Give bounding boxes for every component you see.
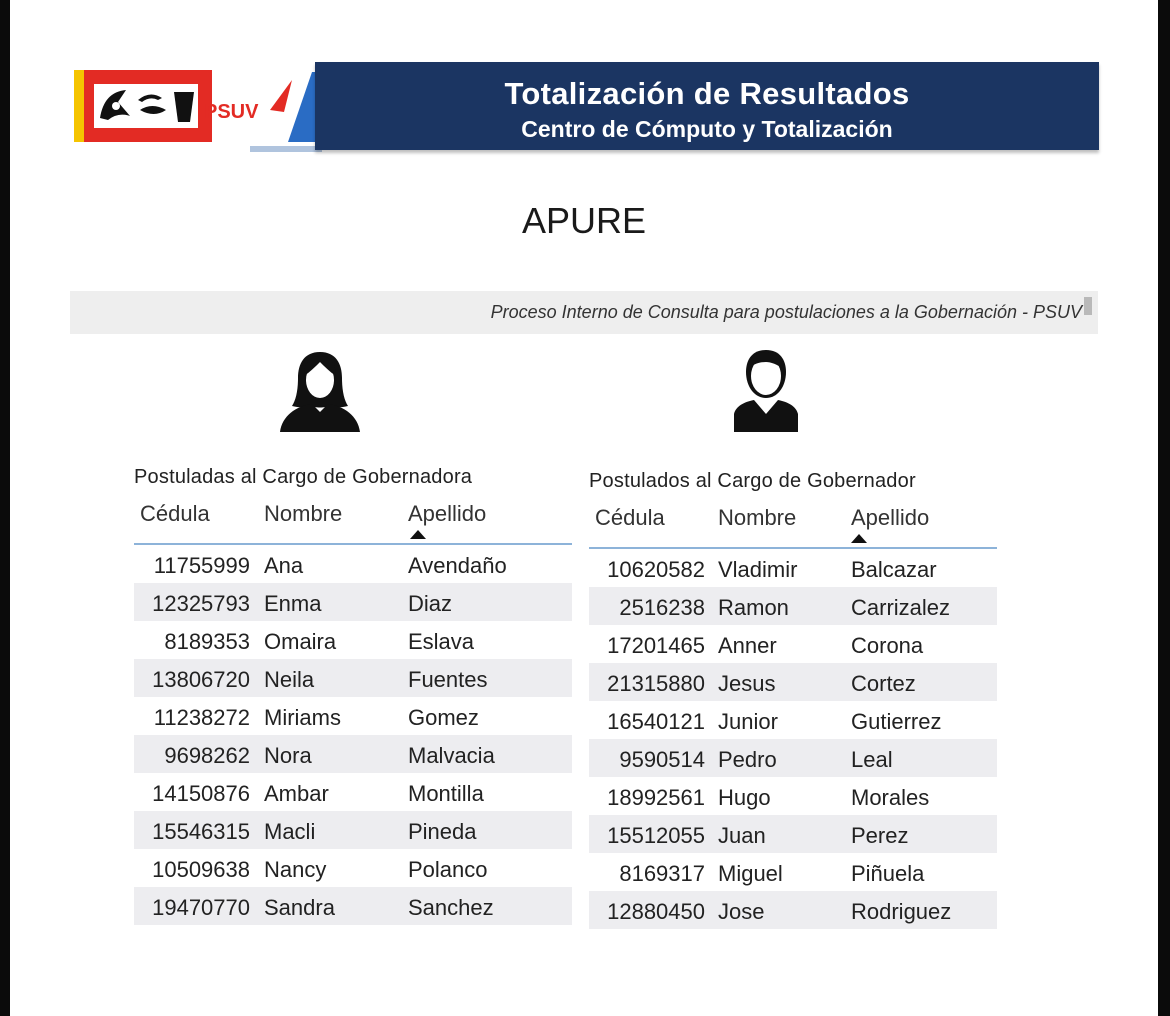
nombre-cell: Vladimir	[718, 557, 798, 582]
psuv-logo-text: PSUV	[204, 101, 259, 123]
column-header-nombre[interactable]: Nombre	[264, 501, 343, 526]
female-candidates-table	[134, 466, 572, 925]
cedula-cell: 9590514	[619, 747, 705, 772]
table-row[interactable]	[589, 663, 997, 701]
nombre-cell: Sandra	[264, 895, 335, 920]
nombre-cell: Ana	[264, 553, 304, 578]
table-row[interactable]	[134, 697, 572, 735]
cedula-cell: 8189353	[164, 629, 250, 654]
nombre-cell: Ambar	[264, 781, 329, 806]
process-bar	[70, 291, 1098, 334]
nombre-cell: Nora	[264, 743, 312, 768]
table-row[interactable]	[134, 811, 572, 849]
table-row[interactable]	[134, 773, 572, 811]
nombre-cell: Jose	[718, 899, 765, 924]
cedula-cell: 8169317	[619, 861, 705, 886]
table-row[interactable]	[589, 701, 997, 739]
cedula-cell: 15546315	[152, 819, 250, 844]
male-table-title: Postulados al Cargo de Gobernador	[589, 470, 916, 492]
table-row[interactable]	[589, 549, 997, 587]
apellido-cell: Pineda	[408, 819, 477, 844]
table-row[interactable]	[134, 887, 572, 925]
apellido-cell: Polanco	[408, 857, 488, 882]
column-header-apellido[interactable]: Apellido	[408, 501, 487, 526]
banner-title: Totalización de Resultados	[504, 76, 910, 111]
female-person-icon	[278, 350, 362, 432]
apellido-cell: Avendaño	[408, 553, 507, 578]
table-row[interactable]	[134, 621, 572, 659]
apellido-cell: Fuentes	[408, 667, 488, 692]
process-scroll-handle[interactable]	[1084, 297, 1092, 315]
state-title: APURE	[521, 200, 647, 241]
male-person-icon	[734, 348, 798, 432]
nombre-cell: Junior	[718, 709, 778, 734]
cedula-cell: 19470770	[152, 895, 250, 920]
cedula-cell: 16540121	[607, 709, 705, 734]
cedula-cell: 14150876	[152, 781, 250, 806]
column-header-nombre[interactable]: Nombre	[718, 505, 797, 530]
apellido-cell: Piñuela	[851, 861, 925, 886]
header-banner	[315, 62, 1099, 150]
cedula-cell: 11238272	[153, 705, 250, 730]
table-row[interactable]	[589, 853, 997, 891]
nombre-cell: Pedro	[718, 747, 777, 772]
female-table-title: Postuladas al Cargo de Gobernadora	[134, 466, 473, 488]
cedula-cell: 13806720	[152, 667, 250, 692]
process-label: Proceso Interno de Consulta para postulaciones a la Gobernación - PSUV	[490, 302, 1082, 322]
nombre-cell: Enma	[264, 591, 322, 616]
nombre-cell: Jesus	[718, 671, 776, 696]
apellido-cell: Cortez	[851, 671, 916, 696]
table-row[interactable]	[134, 849, 572, 887]
cedula-cell: 10509638	[152, 857, 250, 882]
table-row[interactable]	[134, 735, 572, 773]
cedula-cell: 12325793	[152, 591, 250, 616]
column-header-apellido[interactable]: Apellido	[851, 505, 930, 530]
table-row[interactable]	[589, 777, 997, 815]
male-table-body	[589, 549, 997, 929]
cedula-cell: 15512055	[607, 823, 705, 848]
apellido-cell: Malvacia	[408, 743, 495, 768]
apellido-cell: Carrizalez	[851, 595, 951, 620]
nombre-cell: Neila	[264, 667, 315, 692]
nombre-cell: Juan	[718, 823, 766, 848]
apellido-cell: Montilla	[408, 781, 484, 806]
table-row[interactable]	[134, 545, 572, 583]
female-table-header	[134, 501, 572, 545]
nombre-cell: Hugo	[718, 785, 771, 810]
cedula-cell: 11755999	[153, 553, 250, 578]
table-row[interactable]	[134, 659, 572, 697]
table-row[interactable]	[589, 815, 997, 853]
apellido-cell: Morales	[851, 785, 930, 810]
male-candidates-table	[589, 470, 997, 929]
nombre-cell: Macli	[264, 819, 316, 844]
apellido-cell: Eslava	[408, 629, 475, 654]
cedula-cell: 17201465	[607, 633, 705, 658]
nombre-cell: Anner	[718, 633, 777, 658]
female-table-body	[134, 545, 572, 925]
cedula-cell: 2516238	[619, 595, 705, 620]
nombre-cell: Ramon	[718, 595, 789, 620]
cedula-cell: 21315880	[607, 671, 705, 696]
table-row[interactable]	[589, 891, 997, 929]
apellido-cell: Balcazar	[851, 557, 937, 582]
column-header-cedula[interactable]: Cédula	[140, 501, 210, 526]
cedula-cell: 18992561	[607, 785, 705, 810]
table-row[interactable]	[134, 583, 572, 621]
nombre-cell: Miriams	[264, 705, 341, 730]
table-row[interactable]	[589, 587, 997, 625]
apellido-cell: Leal	[851, 747, 893, 772]
apellido-cell: Sanchez	[408, 895, 494, 920]
apellido-cell: Gomez	[408, 705, 479, 730]
table-row[interactable]	[589, 739, 997, 777]
sort-ascending-icon	[410, 530, 426, 539]
cedula-cell: 9698262	[164, 743, 250, 768]
nombre-cell: Miguel	[718, 861, 783, 886]
apellido-cell: Diaz	[408, 591, 453, 616]
male-table-header	[589, 505, 997, 549]
apellido-cell: Gutierrez	[851, 709, 942, 734]
cedula-cell: 10620582	[607, 557, 705, 582]
table-row[interactable]	[589, 625, 997, 663]
sort-ascending-icon	[851, 534, 867, 543]
nombre-cell: Nancy	[264, 857, 327, 882]
apellido-cell: Perez	[851, 823, 909, 848]
cedula-cell: 12880450	[607, 899, 705, 924]
nombre-cell: Omaira	[264, 629, 337, 654]
column-header-cedula[interactable]: Cédula	[595, 505, 665, 530]
psuv-logo	[74, 62, 324, 154]
apellido-cell: Corona	[851, 633, 924, 658]
apellido-cell: Rodriguez	[851, 899, 952, 924]
banner-subtitle: Centro de Cómputo y Totalización	[521, 116, 893, 142]
report-page	[10, 0, 1158, 1016]
